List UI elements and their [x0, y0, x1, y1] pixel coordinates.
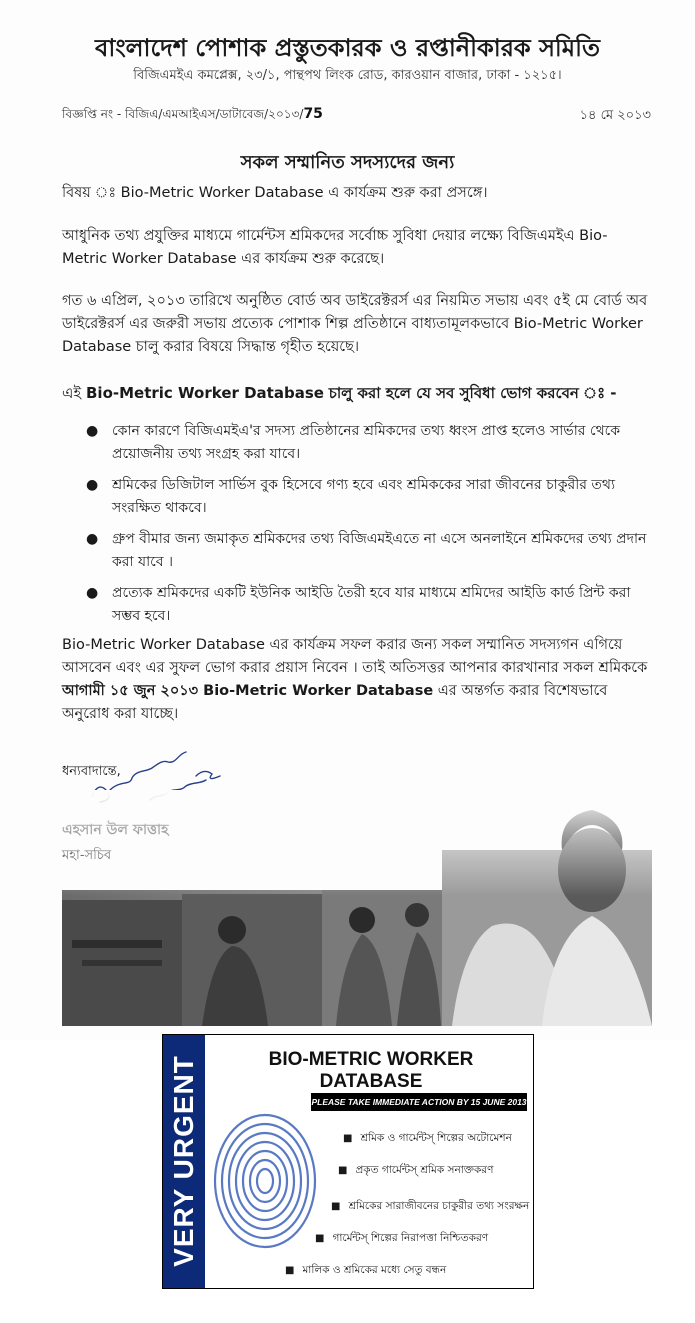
- letter-date: ১৪ মে ২০১৩: [579, 108, 651, 123]
- paragraph-decision: গত ৬ এপ্রিল, ২০১৩ তারিখে অনুষ্ঠিত বোর্ড অব ডাইরেক্টরর্স এর নিয়মিত সভায় এবং ৫ই মে বোর্ড অব ডাইরেক্টরর্স এর জরুরী সভায় প্রত্যেক পোশাক শিল্প প্রতিষ্ঠানে বাধ্যতামূলকভাবে Bio-Metric Worker Database চালু করার বিষয়ে সিদ্ধান্ত গৃহীত হয়েছে।: [62, 293, 648, 355]
- benefit-item: ● গ্রুপ বীমার জন্য জমাকৃত শ্রমিকদের তথ্য বিজিএমইএতে না এসে অনলাইনে শ্রমিকদের তথ্য প্রদান করা যাবে ।: [82, 528, 652, 574]
- urgent-notice-flyer: [162, 1034, 534, 1289]
- notice-item: ■ গার্মেন্টস্ শিল্পের নিরাপত্তা নিশ্চিতকরণ: [315, 1231, 488, 1248]
- organization-address: বিজিএমইএ কমপ্লেক্স, ২৩/১, পান্থপথ লিংক রোড, কারওয়ান বাজার, ঢাকা - ১২১৫।: [133, 68, 562, 83]
- paragraph-intro: আধুনিক তথ্য প্রযুক্তির মাধ্যমে গার্মেন্টস শ্রমিকদের সর্বোচ্চ সুবিধা দেয়ার লক্ষ্যে বিজিএমইএ Bio-Metric Worker Database এর কার্যক্রম শুরু করেছে।: [62, 228, 608, 267]
- reference-serial: 75: [303, 106, 323, 122]
- thanks-line: ধন্যবাদান্তে,: [62, 764, 121, 779]
- organization-title: বাংলাদেশ পোশাক প্রস্তুতকারক ও রপ্তানীকারক সমিতি: [95, 34, 600, 62]
- letter-heading: সকল সম্মানিত সদস্যদের জন্য: [240, 152, 455, 173]
- benefits-intro-suffix: চালু করা হলে যে সব সুবিধা ভোগ করবেন ঃ -: [328, 384, 617, 402]
- very-urgent-banner: [163, 1035, 205, 1288]
- benefit-item: ● প্রত্যেক শ্রমিকদের একটি ইউনিক আইডি তৈরী হবে যার মাধ্যমে শ্রমিদের আইডি কার্ড প্রিন্ট করা সম্ভব হবে।: [82, 582, 652, 628]
- fingerprint-icon: [207, 1093, 327, 1263]
- garment-workers-photo: [62, 790, 652, 1026]
- deadline-banner: PLEASE TAKE IMMEDIATE ACTION BY 15 JUNE 2013: [311, 1093, 527, 1111]
- benefits-intro-prefix: এই: [62, 384, 82, 402]
- database-name: Bio-Metric Worker Database: [86, 384, 324, 402]
- notice-item: ■ শ্রমিক ও গার্মেন্টস্ শিল্পের অটোমেশন: [343, 1131, 512, 1148]
- very-urgent-label: VERY URGENT: [168, 1055, 199, 1267]
- subject-line: বিষয় ঃ Bio-Metric Worker Database এ কার্যক্রম শুরু করা প্রসঙ্গে।: [62, 185, 488, 201]
- reference-prefix: বিজ্ঞপ্তি নং - বিজিএ/এমআইএস/ডাটাবেজ/২০১৩/: [62, 107, 304, 121]
- benefit-item: ● শ্রমিকের ডিজিটাল সার্ভিস বুক হিসেবে গণ্য হবে এবং শ্রমিককের সারা জীবনের চাকুরীর তথ্য সংরক্ষিত থাকবে।: [82, 474, 652, 520]
- notice-item: ■ শ্রমিকের সারাজীবনের চাকুরীর তথ্য সংরক্ষন: [331, 1199, 529, 1216]
- notice-item: ■ মালিক ও শ্রমিকের মধ্যে সেতু বন্ধন: [285, 1263, 446, 1280]
- closing-part-2: এর অন্তর্গত করার বিশেষভাবে অনুরোধ করা যাচ্ছে।: [62, 683, 608, 722]
- notice-item: ■ প্রকৃত গার্মেন্টস্ শ্রমিক সনাক্তকরণ: [338, 1163, 493, 1180]
- benefit-item: ● কোন কারণে বিজিএমইএ'র সদস্য প্রতিষ্ঠানের শ্রমিকদের তথ্য ধ্বংস প্রাপ্ত হলেও সার্ভার থেকে প্রয়োজনীয় তথ্য সংগ্রহ করা যাবে।: [82, 420, 652, 466]
- closing-part-1: Bio-Metric Worker Database এর কার্যক্রম সফল করার জন্য সকল সম্মানিত সদস্যগন এগিয়ে আসবেন এবং এর সুফল ভোগ করার প্রয়াস নিবেন । তাই অতিসত্তর আপনার কারখানার সকল শ্রমিককে: [62, 637, 648, 676]
- notice-title: BIO-METRIC WORKER DATABASE: [268, 1049, 474, 1092]
- closing-deadline: আগামী ১৫ জুন ২০১৩ Bio-Metric Worker Database: [62, 683, 434, 699]
